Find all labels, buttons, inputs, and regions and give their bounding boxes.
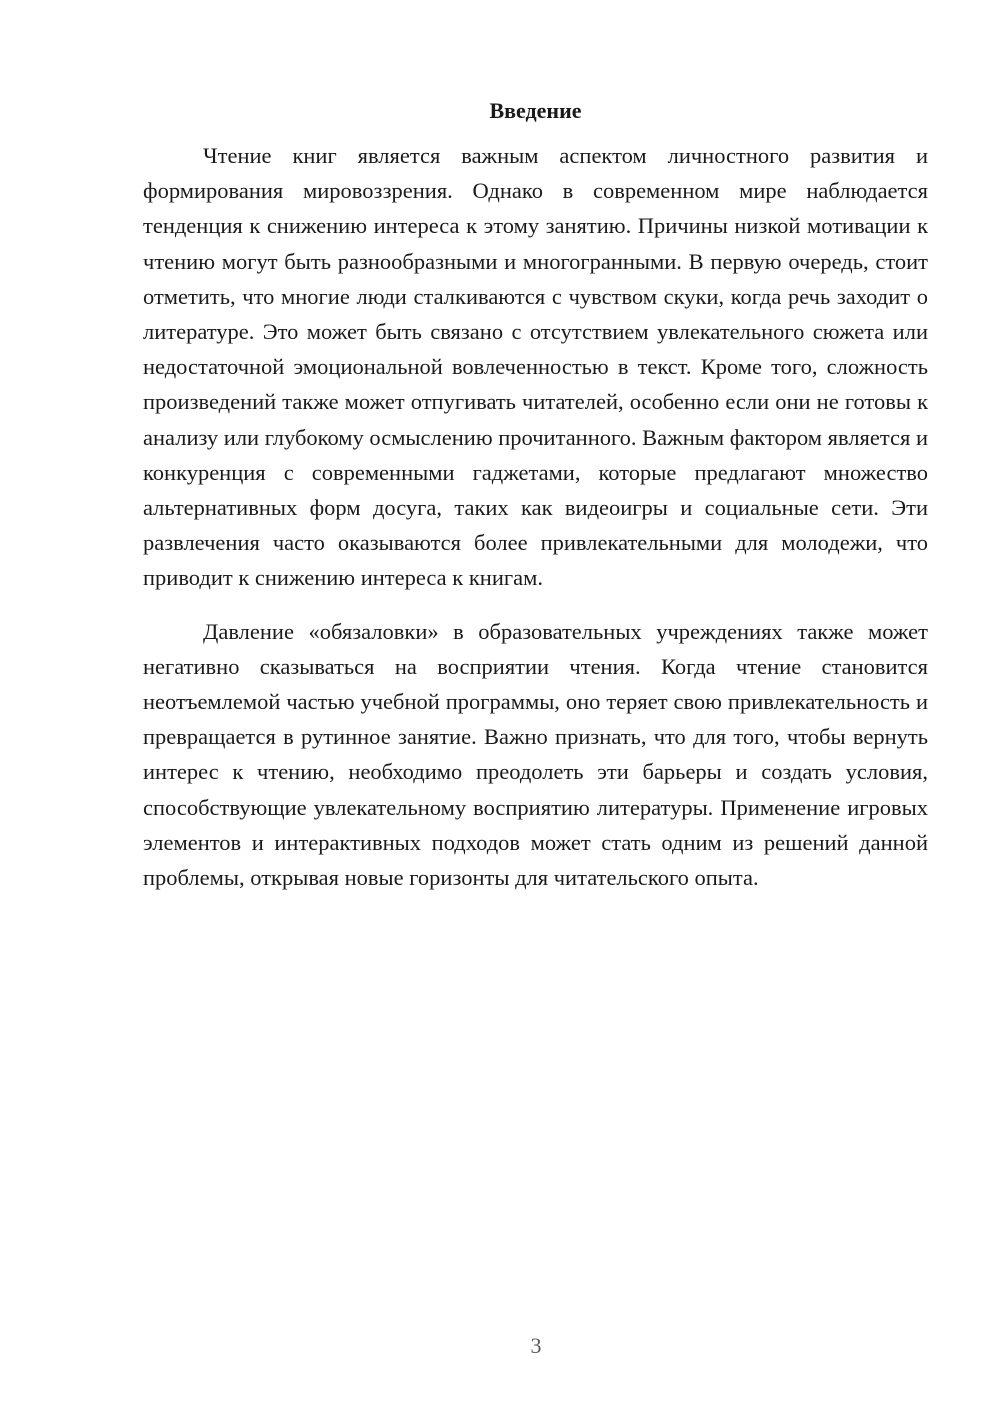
page-content xyxy=(143,96,928,895)
page-number: 3 xyxy=(530,1333,542,1358)
paragraph-1: Чтение книг является важным аспектом личностного развития и формирования мировоззрения. Однако в современном мире наблюдается тенденция к снижению интереса к этому занятию. Причины низкой мотивации к чтению могут быть разнообразными и многогранными. В первую очередь, стоит отметить, что многие люди сталкиваются с чувством скуки, когда речь заходит о литературе. Это может быть связано с отсутствием увлекательного сюжета или недостаточной эмоциональной вовлеченностью в текст. Кроме того, сложность произведений также может отпугивать читателей, особенно если они не готовы к анализу или глубокому осмыслению прочитанного. Важным фактором является и конкуренция с современными гаджетами, которые предлагают множество альтернативных форм досуга, таких как видеоигры и социальные сети. Эти развлечения часто оказываются более привлекательными для молодежи, что приводит к снижению интереса к книгам. xyxy=(143,143,929,591)
paragraph-2: Давление «обязаловки» в образовательных учреждениях также может негативно сказываться на восприятии чтения. Когда чтение становится неотъемлемой частью учебной программы, оно теряет свою привлекательность и превращается в рутинное занятие. Важно признать, что для того, чтобы вернуть интерес к чтению, необходимо преодолеть эти барьеры и создать условия, способствующие увлекательному восприятию литературы. Применение игровых элементов и интерактивных подходов может стать одним из решений данной проблемы, открывая новые горизонты для читательского опыта. xyxy=(143,618,928,891)
section-heading: Введение xyxy=(489,98,582,123)
